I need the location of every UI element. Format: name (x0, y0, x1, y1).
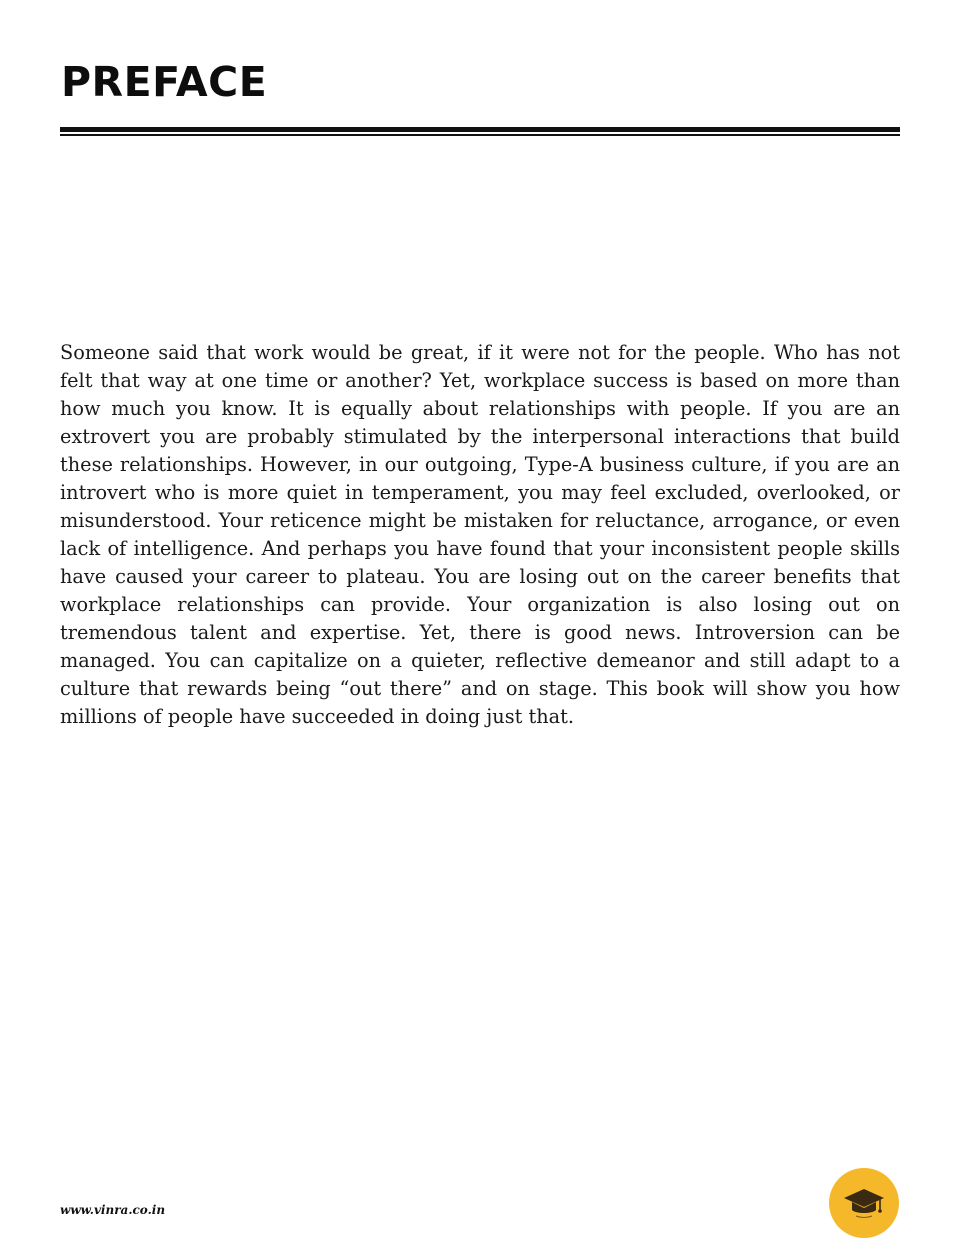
page-title: PREFACE (61, 58, 268, 106)
title-divider-thick (60, 127, 900, 132)
footer-url: www.vinra.co.in (60, 1203, 166, 1217)
preface-paragraph: Someone said that work would be great, if it were not for the people. Who has not felt that way at one time or another? Yet, workplace success is based on more than how much you know. It is equally about relationships with people. If you are an extrovert you are probably stimulated by the interpersonal interactions that build these relationships. However, in our outgoing, Type-A business culture, if you are an introvert who is more quiet in temperament, you may feel excluded, overlooked, or misunderstood. Your reticence might be mistaken for reluctance, arrogance, or even lack of intelligence. And perhaps you have found that your inconsistent people skills have caused your career to plateau. You are losing out on the career benefits that workplace relationships can provide. Your organization is also losing out on tremendous talent and expertise. Yet, there is good news. Introversion can be managed. You can capitalize on a quieter, reflective demeanor and still adapt to a culture that rewards being “out there” and on stage. This book will show you how millions of people have succeeded in doing just that. (60, 341, 900, 728)
publisher-logo (829, 1168, 899, 1238)
title-divider-thin (60, 134, 900, 136)
graduation-cap-icon (842, 1186, 886, 1220)
